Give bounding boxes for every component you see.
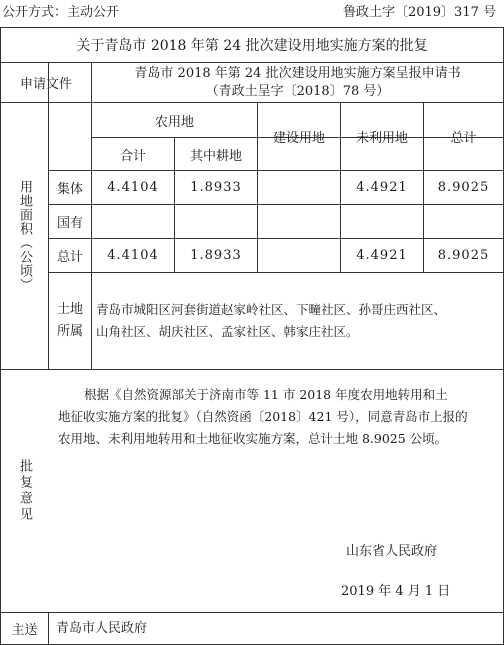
location-label: [49, 273, 91, 369]
cell-total: 8.9025: [437, 248, 490, 263]
location-line-2: 山角社区、胡庆社区、孟家社区、韩家庄社区。: [96, 324, 359, 339]
approval-line-3: 农用地、未利用地转用和土地征收实施方案，总计土地 8.9025 公顷。: [58, 431, 448, 446]
cell-total: 8.9025: [437, 180, 490, 195]
header-unused: 未利用地: [355, 131, 408, 146]
approval-line-1: 根据《自然资源部关于济南市等 11 市 2018 年度农用地转用和土: [84, 387, 448, 402]
row-label: 集体: [56, 182, 83, 197]
document-title: 关于青岛市 2018 年第 24 批次建设用地实施方案的批复: [76, 38, 428, 54]
cell-construction: [258, 239, 340, 272]
approval-opinion: [58, 384, 502, 450]
cell-construction: [258, 171, 340, 204]
cell-cultivated: 1.8933: [190, 180, 242, 195]
application-label: 申请文件: [19, 77, 72, 92]
header-farmland: 农用地: [154, 114, 194, 130]
cell-unused: 4.4921: [356, 180, 408, 195]
location-label-line-1: 土地: [56, 302, 83, 317]
cell-subtotal: [92, 205, 174, 238]
cell-unused: [341, 205, 423, 238]
location-value: [96, 273, 502, 369]
header-cultivated: 其中耕地: [189, 148, 242, 164]
row-label: 总计: [56, 250, 83, 265]
document-number: 鲁政土字〔2019〕317 号: [342, 5, 496, 20]
recipient-label: 主送: [11, 623, 38, 638]
header-total: 总计: [450, 131, 477, 146]
header-construction: 建设用地: [272, 131, 325, 146]
cell-construction: [258, 205, 340, 238]
cell-subtotal: 4.4104: [107, 180, 159, 195]
header-subtotal: 合计: [119, 148, 146, 164]
approval-date: 2019 年 4 月 1 日: [341, 584, 451, 599]
location-label-line-2: 所属: [56, 324, 83, 339]
location-line-1: 青岛市城阳区河套街道赵家岭社区、下疃社区、孙哥庄西社区、: [96, 302, 447, 317]
row-label: 国有: [56, 216, 83, 231]
cell-cultivated: [175, 205, 257, 238]
application-line-1: 青岛市 2018 年第 24 批次建设用地实施方案呈报申请书: [134, 66, 461, 81]
cell-subtotal: 4.4104: [107, 248, 159, 263]
cell-cultivated: 1.8933: [190, 248, 242, 263]
disclosure-method: 公开方式：主动公开: [2, 5, 120, 20]
approval-line-2: 地征收实施方案的批复》（自然资函〔2018〕421 号），同意青岛市上报的: [58, 409, 468, 424]
area-side-label: 用地面积（公顷）: [17, 180, 32, 292]
approval-side-label: 批复意见: [17, 459, 32, 523]
recipient-value: 青岛市人民政府: [56, 621, 148, 636]
application-line-2: （青政土呈字〔2018〕78 号）: [205, 84, 390, 99]
cell-total: [424, 205, 503, 238]
cell-unused: 4.4921: [356, 248, 408, 263]
application-document: [92, 63, 503, 104]
approval-signer: 山东省人民政府: [346, 544, 438, 559]
